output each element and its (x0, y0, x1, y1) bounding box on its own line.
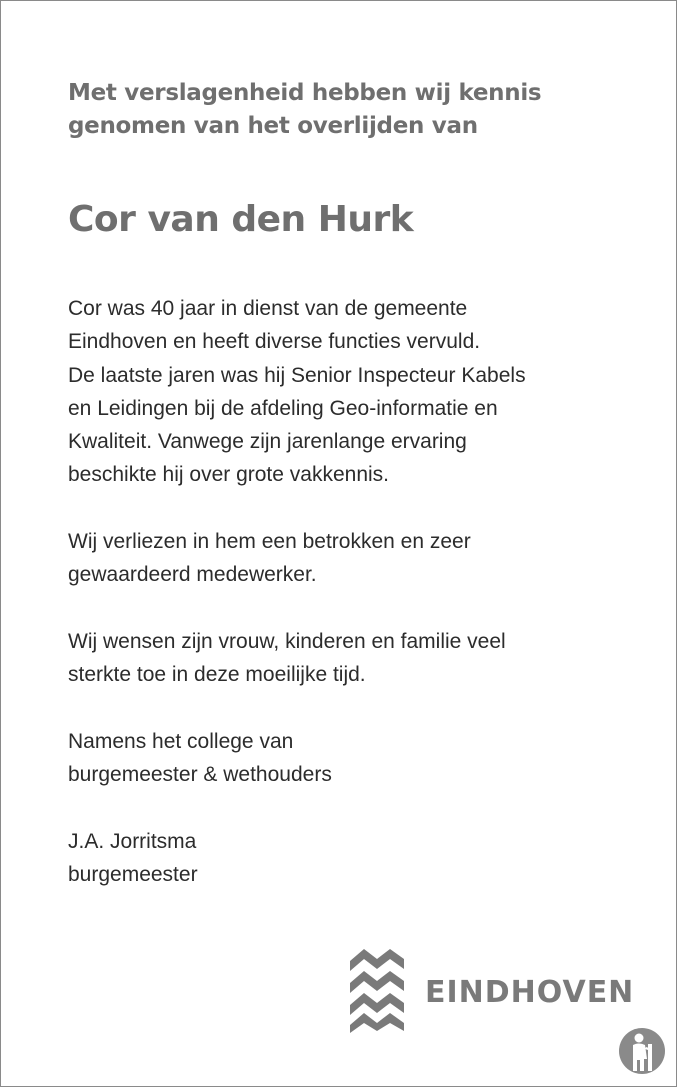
text-line: Wij verliezen in hem een betrokken en zeer (68, 530, 471, 553)
text-line: De laatste jaren was hij Senior Inspecteur Kabels (68, 363, 526, 387)
text-line: Namens het college van (68, 730, 294, 753)
text-line: sterkte toe in deze moeilijke tijd. (68, 663, 366, 687)
text-line: en Leidingen bij de afdeling Geo-informatie en (68, 396, 498, 420)
condolence-paragraph (68, 625, 506, 692)
text-line: Wij wensen zijn vrouw, kinderen en familie veel (68, 630, 506, 653)
intro-line: Met verslagenheid hebben wij kennis (68, 80, 542, 106)
eindhoven-wave-logo-icon (350, 947, 404, 1033)
text-line: gewaardeerd medewerker. (68, 563, 317, 587)
loss-paragraph (68, 525, 471, 592)
text-line: burgemeester & wethouders (68, 763, 332, 787)
deceased-name: Cor van den Hurk (68, 199, 414, 240)
text-line: beschikte hij over grote vakkennis. (68, 463, 389, 487)
signature (68, 825, 198, 892)
mourning-figure-icon (618, 1027, 666, 1075)
text-line: Cor was 40 jaar in dienst van de gemeente (68, 297, 468, 320)
signatory-name: J.A. Jorritsma (68, 830, 197, 853)
signatory-title: burgemeester (68, 863, 198, 887)
signoff (68, 725, 332, 792)
text-line: Kwaliteit. Vanwege zijn jarenlange ervaring (68, 430, 467, 454)
text-line: Eindhoven en heeft diverse functies vervuld. (68, 330, 481, 354)
intro-heading (68, 77, 628, 143)
career-paragraph (68, 292, 526, 492)
intro-line: genomen van het overlijden van (68, 113, 478, 139)
eindhoven-logo-text: EINDHOVEN (425, 975, 635, 1010)
